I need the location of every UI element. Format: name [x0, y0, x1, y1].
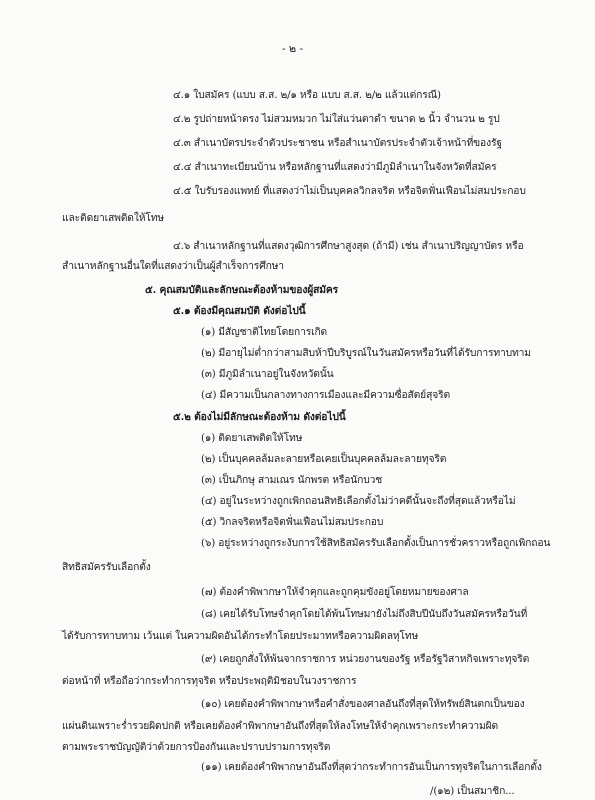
prohibition-8-line1: (๘) เคยได้รับโทษจำคุกโดยได้พ้นโทษมายังไม่ถึงสิบปีนับถึงวันสมัครหรือวันที่	[201, 608, 528, 620]
doc-item-4-6-line2: สำเนาหลักฐานอื่นใดที่แสดงว่าเป็นผู้สำเร็จการศึกษา	[62, 260, 284, 272]
prohibition-9-line2: ต่อหน้าที่ หรือถือว่ากระทำการทุจริต หรือประพฤติมิชอบในวงราชการ	[62, 675, 357, 687]
prohibition-7: (๗) ต้องคำพิพากษาให้จำคุกและถูกคุมขังอยู่โดยหมายของศาล	[201, 586, 469, 598]
prohibition-2: (๒) เป็นบุคคลล้มละลายหรือเคยเป็นบุคคลล้มละลายทุจริต	[201, 453, 447, 465]
qualification-3: (๓) มีภูมิลำเนาอยู่ในจังหวัดนั้น	[201, 368, 334, 380]
prohibition-3: (๓) เป็นภิกษุ สามเณร นักพรต หรือนักบวช	[201, 474, 383, 486]
prohibition-5: (๕) วิกลจริตหรือจิตฟั่นเฟือนไม่สมประกอบ	[201, 516, 384, 528]
prohibition-11: (๑๑) เคยต้องคำพิพากษาอันถึงที่สุดว่ากระทำการอันเป็นการทุจริตในการเลือกตั้ง	[201, 761, 542, 773]
doc-item-4-2: ๔.๒ รูปถ่ายหน้าตรง ไม่สวมหมวก ไม่ใส่แว่นตาดำ ขนาด ๒ นิ้ว จำนวน ๒ รูป	[173, 113, 500, 125]
section-5-heading: ๕. คุณสมบัติและลักษณะต้องห้ามของผู้สมัคร	[145, 284, 338, 296]
prohibition-10-line2: แผ่นดินเพราะร่ำรวยผิดปกติ หรือเคยต้องคำพิพากษาอันถึงที่สุดให้ลงโทษให้จำคุกเพราะกระทำความผิด	[62, 720, 499, 732]
prohibition-6-line2: สิทธิสมัครรับเลือกตั้ง	[62, 561, 151, 573]
prohibition-9-line1: (๙) เคยถูกสั่งให้พ้นจากราชการ หน่วยงานของรัฐ หรือรัฐวิสาหกิจเพราะทุจริต	[201, 653, 530, 665]
continuation-note: /(๑๒) เป็นสมาชิก...	[430, 785, 515, 797]
doc-item-4-6-line1: ๔.๖ สำเนาหลักฐานที่แสดงวุฒิการศึกษาสูงสุด (ถ้ามี) เช่น สำเนาปริญญาบัตร หรือ	[173, 240, 524, 252]
qualification-1: (๑) มีสัญชาติไทยโดยการเกิด	[201, 326, 328, 338]
prohibition-10-line3: ตามพระราชบัญญัติว่าด้วยการป้องกันและปราบปรามการทุจริต	[62, 741, 331, 753]
doc-item-4-4: ๔.๔ สำเนาทะเบียนบ้าน หรือหลักฐานที่แสดงว่ามีภูมิลำเนาในจังหวัดที่สมัคร	[173, 161, 497, 173]
prohibition-4: (๔) อยู่ในระหว่างถูกเพิกถอนสิทธิเลือกตั้งไม่ว่าคดีนั้นจะถึงที่สุดแล้วหรือไม่	[201, 495, 516, 507]
qualification-4: (๔) มีความเป็นกลางทางการเมืองและมีความซื่อสัตย์สุจริต	[201, 389, 451, 401]
doc-item-4-3: ๔.๓ สำเนาบัตรประจำตัวประชาชน หรือสำเนาบัตรประจำตัวเจ้าหน้าที่ของรัฐ	[173, 137, 502, 149]
section-5-2-heading: ๕.๒ ต้องไม่มีลักษณะต้องห้าม ดังต่อไปนี้	[173, 411, 346, 423]
doc-item-4-5-line1: ๔.๕ ใบรับรองแพทย์ ที่แสดงว่าไม่เป็นบุคคลวิกลจริต หรือจิตฟั่นเฟือนไม่สมประกอบ	[173, 185, 526, 197]
prohibition-6-line1: (๖) อยู่ระหว่างถูกระงับการใช้สิทธิสมัครรับเลือกตั้งเป็นการชั่วคราวหรือถูกเพิกถอน	[201, 537, 551, 549]
doc-item-4-1: ๔.๑ ใบสมัคร (แบบ ส.ส. ๒/๑ หรือ แบบ ส.ส. ๒/๒ แล้วแต่กรณี)	[173, 89, 441, 101]
prohibition-8-line2: ได้รับการทาบทาม เว้นแต่ ในความผิดอันได้กระทำโดยประมาทหรือความผิดลหุโทษ	[62, 630, 419, 642]
page-number: - ๒ -	[282, 42, 303, 55]
doc-item-4-5-line2: และติดยาเสพติดให้โทษ	[62, 212, 165, 224]
prohibition-10-line1: (๑๐) เคยต้องคำพิพากษาหรือคำสั่งของศาลอันถึงที่สุดให้ทรัพย์สินตกเป็นของ	[201, 698, 525, 710]
qualification-2: (๒) มีอายุไม่ต่ำกว่าสามสิบห้าปีบริบูรณ์ในวันสมัครหรือวันที่ได้รับการทาบทาม	[201, 347, 531, 359]
section-5-1-heading: ๕.๑ ต้องมีคุณสมบัติ ดังต่อไปนี้	[173, 305, 306, 317]
prohibition-1: (๑) ติดยาเสพติดให้โทษ	[201, 432, 303, 444]
